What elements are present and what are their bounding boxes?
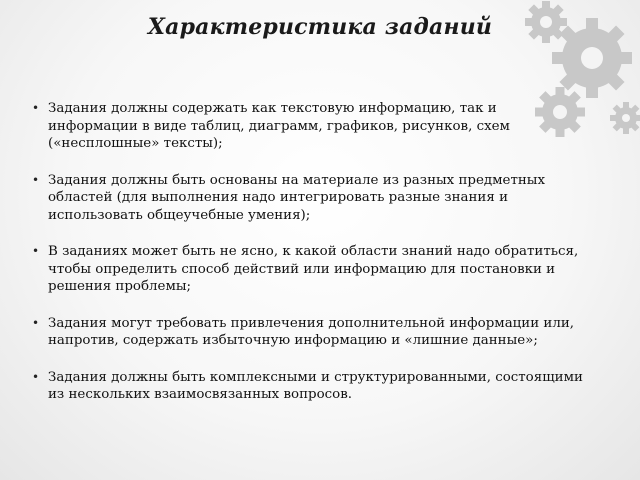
list-item-text: Задания должны быть комплексными и структурированными, состоящими из нескольких взаимосвязанных вопросов. — [48, 369, 583, 402]
list-item-text: В заданиях может быть не ясно, к какой области знаний надо обратиться, чтобы определить способ действий или информацию для постановки и решения проблемы; — [48, 244, 579, 294]
bullet-icon: • — [32, 244, 40, 258]
list-item-text: Задания должны содержать как текстовую информацию, так и информации в виде таблиц, диаграмм, графиков, рисунков, схем («несплошные» тексты); — [48, 101, 510, 151]
list-item — [30, 172, 590, 225]
bullet-icon: • — [32, 315, 40, 330]
list-item-text: Задания могут требовать привлечения дополнительной информации или, напротив, содержать избыточную информацию и «лишние данные»; — [48, 315, 575, 348]
bullet-icon: • — [32, 172, 40, 187]
page-title: Характеристика заданий — [147, 14, 493, 40]
bullet-icon: • — [32, 101, 40, 115]
list-item — [30, 243, 590, 296]
list-item-text: Задания должны быть основаны на материале из разных предметных областей (для выполнения надо интегрировать разные знания и использовать общеучебные умения); — [48, 172, 546, 223]
list-item — [30, 315, 590, 350]
list-item — [30, 100, 590, 153]
requirements-list — [30, 100, 590, 423]
list-item — [30, 369, 590, 404]
bullet-icon: • — [32, 369, 40, 384]
